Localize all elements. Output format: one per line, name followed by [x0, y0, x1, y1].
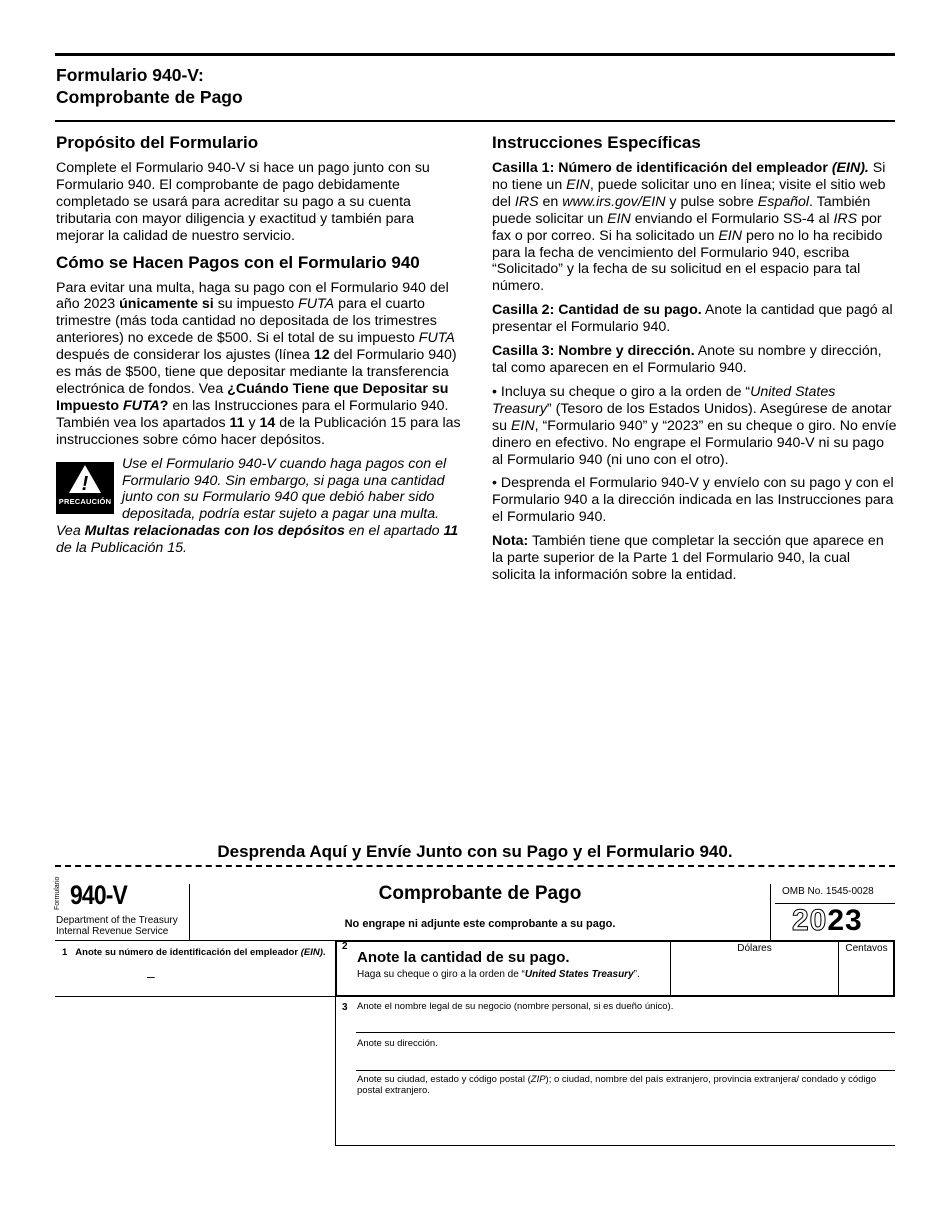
caution-label: PRECAUCIÓN	[58, 496, 112, 506]
left-column	[56, 132, 461, 557]
specific-instructions-heading: Instrucciones Específicas	[492, 133, 701, 152]
how-text: Para evitar una multa, haga su pago con el Formulario 940 del año 2023 únicamente si su impuesto FUTA para el cuarto trimestre (más toda cantidad no depositada de los trimestres anteriores) no excede de $500. Si el total de su impuesto FUTA después de considerar los ajustes (línea 12 del Formulario 940) es más de $500, tiene que depositar mediante la transferencia electrónica de fondos. Vea ¿Cuándo Tiene que Depositar su Impuesto FUTA? en las Instrucciones para el Formulario 940. También vea los apartados 11 y 14 de la Publicación 15 para las instrucciones sobre cómo hacer depósitos.	[56, 279, 461, 448]
top-rule	[55, 53, 895, 56]
caution-note: ! PRECAUCIÓN Use el Formulario 940-V cuando haga pagos con el Formulario 940. Sin embargo, si paga una cantidad junto con su Formulario 940 que debió haber sido depositada, podría estar sujeto a pagar una multa. Vea Multas relacionadas con los depósitos en el apartado 11 de la Publicación 15.	[56, 455, 459, 557]
form-label: Formulario	[54, 876, 61, 910]
box2-title: Anote la cantidad de su pago.	[357, 949, 570, 966]
cents-divider	[838, 942, 839, 996]
detach-instruction: Desprenda Aquí y Envíe Junto con su Pago y el Formulario 940.	[217, 842, 733, 861]
purpose-heading: Propósito del Formulario	[56, 133, 259, 152]
voucher-subtitle: No engrape ni adjunte este comprobante a su pago.	[344, 918, 616, 930]
city-label: Anote su ciudad, estado y código postal (ZIP); o ciudad, nombre del país extranjero, provincia extranjera/ condado y código postal extranjero.	[357, 1074, 877, 1096]
bullet-check: • Incluya su cheque o giro a la orden de “United States Treasury” (Tesoro de los Estados Unidos). Asegúrese de anotar su EIN, “Formulario 940” y “2023” en su cheque o giro. No envíe dinero en efectivo. No engrape el Formulario 940-V ni su pago al Formulario 940 (ni uno con el otro).	[492, 383, 897, 468]
voucher-title: Comprobante de Pago	[378, 883, 582, 904]
ein-field[interactable]: –	[147, 968, 155, 984]
header-divider-right	[770, 884, 771, 940]
box3-instructions: Casilla 3: Nombre y dirección. Anote su nombre y dirección, tal como aparecen en el Formulario 940.	[492, 343, 882, 376]
amount-divider	[670, 942, 671, 996]
svg-text:!: !	[81, 472, 89, 494]
box1-label: 1 Anote su número de identificación del empleador (EIN).	[62, 947, 326, 958]
title-rule	[55, 120, 895, 122]
omb-number: OMB No. 1545-0028	[782, 886, 874, 897]
business-name-label: Anote el nombre legal de su negocio (nombre personal, si es dueño único).	[357, 1001, 674, 1012]
box2-instructions: Casilla 2: Cantidad de su pago. Anote la cantidad que pagó al presentar el Formulario 940.	[492, 302, 893, 336]
box1-bottom	[55, 996, 335, 997]
box1-instructions: Casilla 1: Número de identificación del empleador (EIN). Si no tiene un EIN, puede solicitar uno en línea; visite el sitio web del IRS en www.irs.gov/EIN y pulse sobre Español. También puede solicitar un EIN enviando el Formulario SS-4 al IRS por fax o por correo. Si ha solicitado un EIN pero no lo ha recibido para la fecha de vencimiento del Formulario 940, escriba “Solicitado” y la fecha de su solicitud en el espacio para tal número.	[492, 160, 886, 295]
caution-icon	[56, 462, 114, 514]
box2-number: 2	[342, 941, 348, 952]
note: Nota: También tiene que completar la sección que aparece en la parte superior de la Parte 1 del Formulario 940, la cual solicita la información sobre la entidad.	[492, 533, 884, 583]
address-label: Anote su dirección.	[357, 1038, 438, 1049]
form-number: 940-V	[70, 880, 128, 910]
box3-number: 3	[342, 1002, 348, 1013]
cents-field[interactable]: Centavos	[845, 943, 888, 954]
bullet-detach: • Desprenda el Formulario 940-V y envíelo con su pago y con el Formulario 940 a la dirección indicada en las Instrucciones para el Formulario 940.	[492, 475, 894, 526]
box3-bottom	[335, 1145, 895, 1146]
box2-subtitle: Haga su cheque o giro a la orden de “United States Treasury”.	[357, 969, 640, 980]
how-heading: Cómo se Hacen Pagos con el Formulario 940	[56, 252, 420, 272]
right-column	[492, 132, 897, 591]
box3-left-border	[335, 996, 336, 1145]
purpose-text: Complete el Formulario 940-V si hace un pago junto con su Formulario 940. El comprobante de pago debidamente completado se usará para acreditar su pago a su cuenta tributaria con mayor diligencia y exactitud y también para mejorar la calidad de nuestro servicio.	[56, 160, 430, 244]
detach-line	[55, 865, 895, 867]
department: Department of the Treasury Internal Revenue Service	[56, 915, 178, 937]
business-name-field[interactable]	[356, 1032, 895, 1033]
page-title: Formulario 940-V: Comprobante de Pago	[56, 65, 243, 107]
address-field[interactable]	[356, 1070, 895, 1071]
warning-triangle-icon	[68, 464, 102, 494]
tax-year: 2023	[792, 904, 863, 937]
dollars-field[interactable]: Dólares	[737, 943, 772, 954]
